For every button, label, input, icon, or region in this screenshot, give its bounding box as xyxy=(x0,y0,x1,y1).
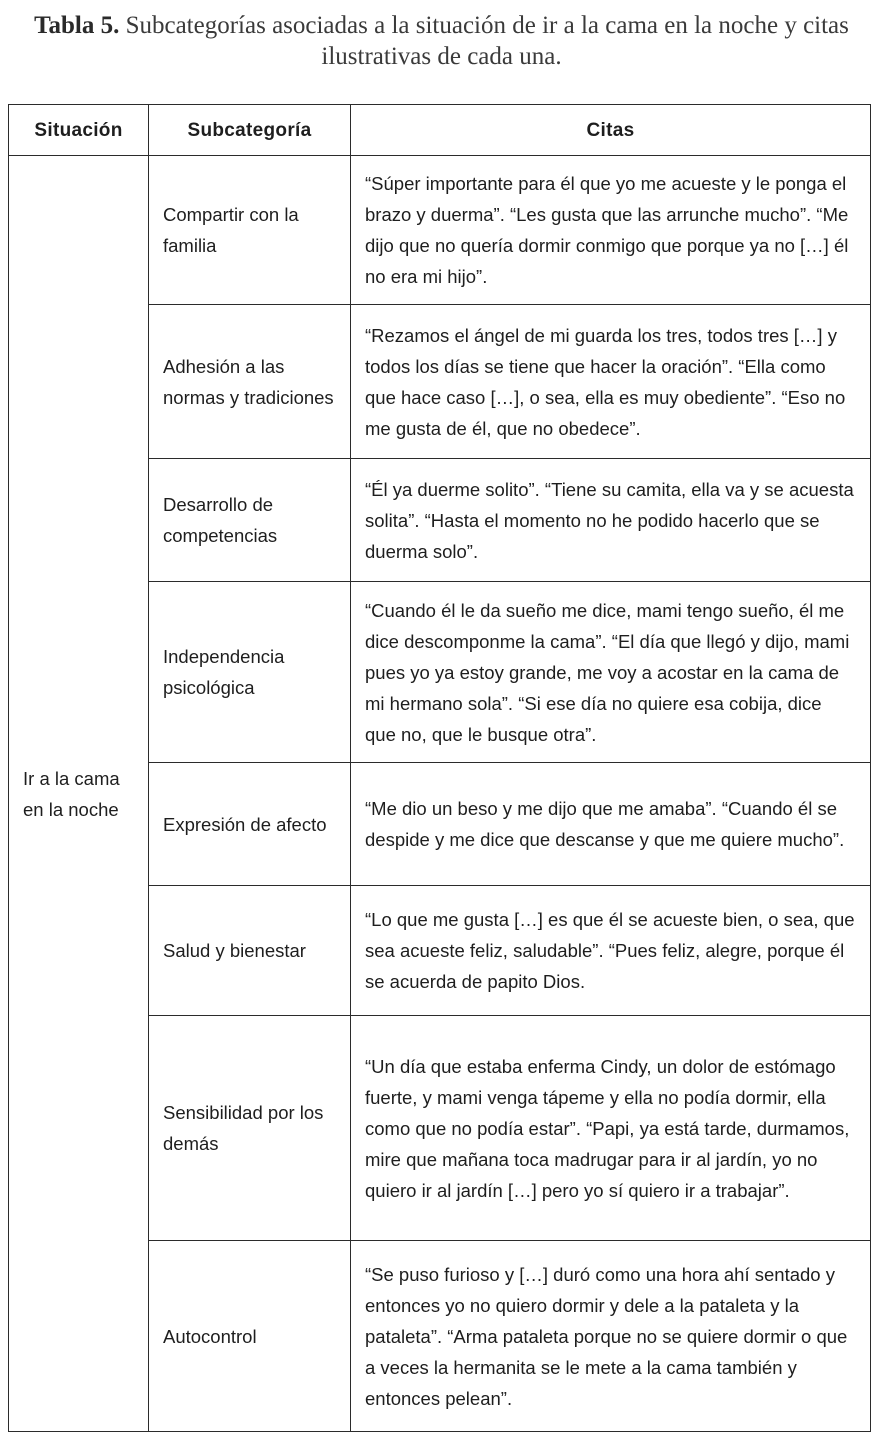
quote-cell: “Súper importante para él que yo me acueste y le ponga el brazo y duerma”. “Les gusta que las arrunche mucho”. “Me dijo que no quería dormir conmigo que porque ya no […] él no era mi hijo”. xyxy=(351,156,871,305)
quote-cell: “Rezamos el ángel de mi guarda los tres, todos tres […] y todos los días se tiene que hacer la oración”. “Ella como que hace caso […], o sea, ella es muy obediente”. “Eso no me gusta de él, que no obedece”. xyxy=(351,305,871,459)
subcategory-cell: Sensibilidad por los demás xyxy=(149,1016,351,1241)
subcategory-cell: Autocontrol xyxy=(149,1241,351,1432)
caption-label: Tabla 5. xyxy=(34,12,120,39)
header-situacion: Situación xyxy=(9,105,149,156)
subcategory-cell: Salud y bienestar xyxy=(149,886,351,1016)
subcategory-cell: Desarrollo de competencias xyxy=(149,459,351,582)
table-caption xyxy=(0,10,883,72)
quote-cell: “Un día que estaba enferma Cindy, un dolor de estómago fuerte, y mami venga tápeme y ella no podía dormir, ella como que no podía estar”. “Papi, ya está tarde, durmamos, mire que mañana toca madrugar para ir al jardín, yo no quiero ir al jardín […] pero yo sí quiero ir a trabajar”. xyxy=(351,1016,871,1241)
quote-cell: “Me dio un beso y me dijo que me amaba”. “Cuando él se despide y me dice que descanse y que me quiere mucho”. xyxy=(351,763,871,886)
caption-text: Subcategorías asociadas a la situación de ir a la cama en la noche y citas ilustrativas de cada una. xyxy=(125,12,849,70)
header-subcategoria: Subcategoría xyxy=(149,105,351,156)
situation-cell: Ir a la cama en la noche xyxy=(9,156,149,1432)
subcategory-cell: Expresión de afecto xyxy=(149,763,351,886)
subcategory-cell: Adhesión a las normas y tradiciones xyxy=(149,305,351,459)
quote-cell: “Él ya duerme solito”. “Tiene su camita, ella va y se acuesta solita”. “Hasta el momento no he podido hacerlo que se duerma solo”. xyxy=(351,459,871,582)
subcategory-cell: Independencia psicológica xyxy=(149,582,351,763)
quote-cell: “Se puso furioso y […] duró como una hora ahí sentado y entonces yo no quiero dormir y dele a la pataleta y la pataleta”. “Arma pataleta porque no se quiere dormir o que a veces la hermanita se le mete a la cama también y entonces pelean”. xyxy=(351,1241,871,1432)
header-citas: Citas xyxy=(351,105,871,156)
subcategories-table xyxy=(8,104,871,1432)
subcategory-cell: Compartir con la familia xyxy=(149,156,351,305)
table-row xyxy=(9,156,871,305)
quote-cell: “Cuando él le da sueño me dice, mami tengo sueño, él me dice descomponme la cama”. “El día que llegó y dijo, mami pues yo ya estoy grande, me voy a acostar en la cama de mi hermano sola”. “Si ese día no quiere esa cobija, dice que no, que le busque otra”. xyxy=(351,582,871,763)
header-row xyxy=(9,105,871,156)
quote-cell: “Lo que me gusta […] es que él se acueste bien, o sea, que sea acueste feliz, saludable”. “Pues feliz, alegre, porque él se acuerda de papito Dios. xyxy=(351,886,871,1016)
